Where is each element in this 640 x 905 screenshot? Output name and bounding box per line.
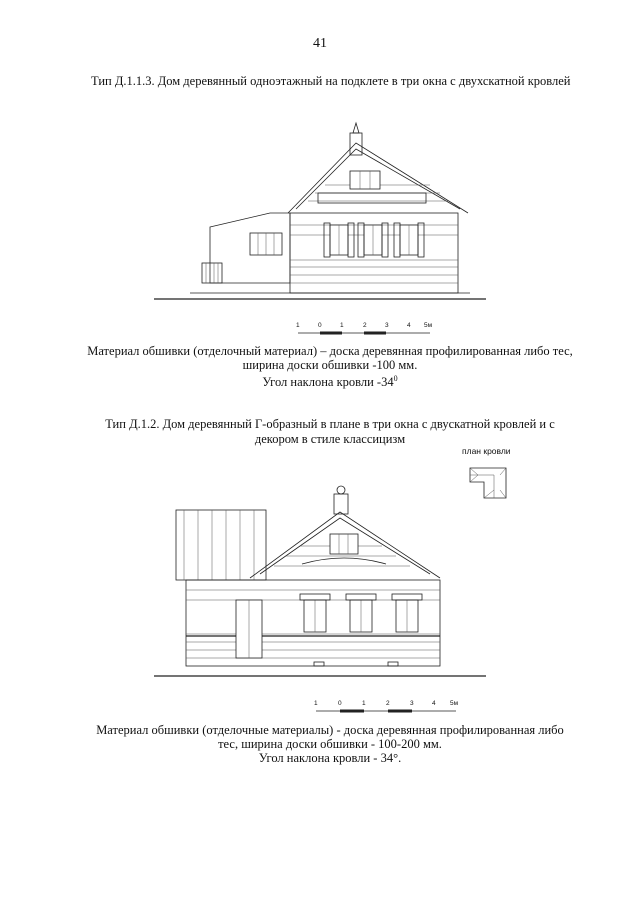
house1-chimney bbox=[350, 123, 362, 155]
house1-gable-roof bbox=[288, 143, 468, 213]
page-number: 41 bbox=[313, 36, 327, 51]
scale1-tick: 3 bbox=[385, 322, 389, 329]
section2-title-line2: декором в стиле классицизм bbox=[254, 432, 406, 446]
scale1-tick: 1 bbox=[340, 322, 344, 329]
section2-caption-line3: Угол наклона кровли - 34°. bbox=[258, 751, 402, 765]
scale2-tick: 4 bbox=[432, 700, 436, 707]
section2-caption-line2: тес, ширина доски обшивки - 100-200 мм. bbox=[218, 737, 442, 751]
scale2-tick: 2 bbox=[386, 700, 390, 707]
scale1-tick: 4 bbox=[407, 322, 411, 329]
section1-caption-line3-text: Угол наклона кровли -34 bbox=[262, 375, 394, 390]
scale-bar-2 bbox=[314, 700, 464, 716]
scale2-tick: 0 bbox=[338, 700, 342, 707]
section2-title-line1: Тип Д.1.2. Дом деревянный Г-образный в плане в три окна с двускатной кровлей и с bbox=[105, 417, 555, 431]
scale1-tick: 1 bbox=[296, 322, 300, 329]
scale1-tick: 0 bbox=[318, 322, 322, 329]
house2-chimney bbox=[334, 486, 348, 514]
section1-caption-line3 bbox=[60, 372, 600, 389]
section1-caption bbox=[60, 344, 600, 389]
section1-title: Тип Д.1.1.3. Дом деревянный одноэтажный на подклете в три окна с двухскатной кровлей bbox=[91, 74, 571, 88]
house1-elevation bbox=[150, 115, 490, 305]
scale2-tick: 1 bbox=[362, 700, 366, 707]
scale1-tick: 5м bbox=[424, 322, 433, 329]
section1-caption-degree: 0 bbox=[393, 374, 398, 383]
section2-caption-line1: Материал обшивки (отделочные материалы) - доска деревянная профилированная либо bbox=[96, 723, 564, 737]
house1-walls bbox=[290, 213, 458, 293]
section2-caption bbox=[60, 723, 600, 765]
scale2-tick: 5м bbox=[450, 700, 459, 707]
house2-elevation bbox=[150, 482, 490, 682]
scale2-tick: 1 bbox=[314, 700, 318, 707]
scale-bar-1 bbox=[296, 322, 436, 338]
scale1-tick: 2 bbox=[363, 322, 367, 329]
section1-caption-line1: Материал обшивки (отделочный материал) – доска деревянная профилированная либо тес, bbox=[87, 344, 573, 358]
roof-plan-label: план кровли bbox=[462, 446, 511, 456]
house2-walls bbox=[186, 580, 440, 666]
section2-title bbox=[60, 417, 600, 447]
scale2-tick: 3 bbox=[410, 700, 414, 707]
house2-gable-roof bbox=[250, 512, 440, 578]
house1-side-porch bbox=[202, 213, 290, 283]
house2-back-wing bbox=[176, 510, 266, 580]
section1-caption-line2: ширина доски обшивки -100 мм. bbox=[242, 358, 418, 372]
